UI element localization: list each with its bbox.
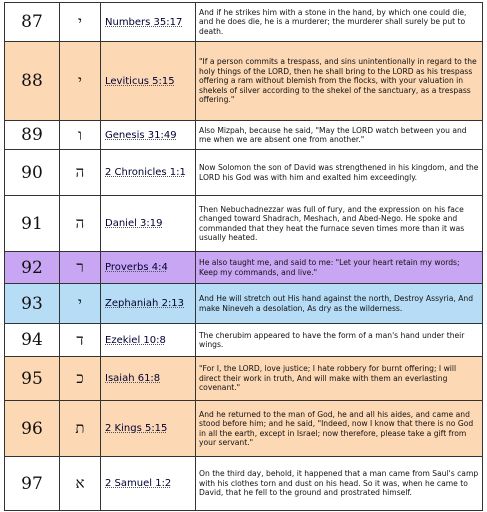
reference-link[interactable]: Numbers 35:17	[105, 16, 183, 28]
row-number: 95	[5, 357, 60, 401]
verse-text: On the third day, behold, it happened that a man came from Saul's camp with his clothes torn and dust on his head. So it was, when he came to David, that he fell to the ground and prostrated himself.	[196, 457, 483, 511]
verse-text: Then Nebuchadnezzar was full of fury, and the expression on his face changed toward Shadrach, Meshach, and Abed-Nego. He spoke and commanded that they heat the furnace seven times more than it was usually heated.	[196, 196, 483, 252]
row-number: 90	[5, 150, 60, 196]
row-number: 89	[5, 121, 60, 150]
reference-cell[interactable]	[101, 196, 196, 252]
reference-cell[interactable]	[101, 42, 196, 121]
reference-link[interactable]: 2 Chronicles 1:1	[105, 167, 186, 178]
reference-link[interactable]: Genesis 31:49	[105, 129, 177, 141]
hebrew-letter: ו	[60, 121, 101, 150]
table-row	[5, 3, 483, 42]
reference-link[interactable]: Zephaniah 2:13	[105, 298, 185, 309]
hebrew-letter: כ	[60, 357, 101, 401]
table-row	[5, 284, 483, 324]
row-number: 93	[5, 284, 60, 324]
reference-link[interactable]: Daniel 3:19	[105, 218, 163, 229]
reference-link[interactable]: Leviticus 5:15	[105, 75, 175, 87]
table-row	[5, 324, 483, 357]
verse-text: And he returned to the man of God, he and all his aides, and came and stood before him; and he said, "Indeed, now I know that there is no God in all the earth, except in Israel; now therefore, please take a gift from your servant."	[196, 401, 483, 457]
row-number: 97	[5, 457, 60, 511]
table-row	[5, 401, 483, 457]
verse-text: Now Solomon the son of David was strengthened in his kingdom, and the LORD his God was with him and exalted him exceedingly.	[196, 150, 483, 196]
verse-text: And He will stretch out His hand against the north, Destroy Assyria, And make Nineveh a desolation, As dry as the wilderness.	[196, 284, 483, 324]
row-number: 94	[5, 324, 60, 357]
reference-link[interactable]: Ezekiel 10:8	[105, 334, 166, 346]
verse-text: The cherubim appeared to have the form of a man's hand under their wings.	[196, 324, 483, 357]
verse-text: And if he strikes him with a stone in the hand, by which one could die, and he does die, he is a murderer; the murderer shall surely be put to death.	[196, 3, 483, 42]
hebrew-letter: י	[60, 3, 101, 42]
reference-link[interactable]: 2 Samuel 1:2	[105, 478, 172, 489]
hebrew-letter: ה	[60, 196, 101, 252]
table-row	[5, 121, 483, 150]
reference-link[interactable]: Proverbs 4:4	[105, 262, 168, 273]
table-row	[5, 357, 483, 401]
hebrew-letter: י	[60, 284, 101, 324]
verse-table	[4, 2, 483, 511]
row-number: 91	[5, 196, 60, 252]
reference-cell[interactable]	[101, 457, 196, 511]
hebrew-letter: ר	[60, 252, 101, 284]
row-number: 87	[5, 3, 60, 42]
reference-cell[interactable]	[101, 121, 196, 150]
hebrew-letter: א	[60, 457, 101, 511]
table-row	[5, 42, 483, 121]
hebrew-letter: ת	[60, 401, 101, 457]
reference-link[interactable]: 2 Kings 5:15	[105, 423, 168, 434]
table-row	[5, 150, 483, 196]
table-row	[5, 196, 483, 252]
reference-cell[interactable]	[101, 324, 196, 357]
reference-cell[interactable]	[101, 401, 196, 457]
reference-cell[interactable]	[101, 357, 196, 401]
reference-cell[interactable]	[101, 150, 196, 196]
row-number: 96	[5, 401, 60, 457]
row-number: 92	[5, 252, 60, 284]
table-row	[5, 457, 483, 511]
table-row	[5, 252, 483, 284]
hebrew-letter: י	[60, 42, 101, 121]
row-number: 88	[5, 42, 60, 121]
verse-text: Also Mizpah, because he said, "May the LORD watch between you and me when we are absent one from another."	[196, 121, 483, 150]
verse-text: "If a person commits a trespass, and sins unintentionally in regard to the holy things of the LORD, then he shall bring to the LORD as his trespass offering a ram without blemish from the flocks, with your valuation in shekels of silver according to the shekel of the sanctuary, as a trespass offering."	[196, 42, 483, 121]
verse-text: "For I, the LORD, love justice; I hate robbery for burnt offering; I will direct their work in truth, And will make with them an everlasting covenant."	[196, 357, 483, 401]
hebrew-letter: ד	[60, 324, 101, 357]
reference-cell[interactable]	[101, 252, 196, 284]
reference-cell[interactable]	[101, 3, 196, 42]
verse-text: He also taught me, and said to me: "Let your heart retain my words; Keep my commands, and live."	[196, 252, 483, 284]
reference-cell[interactable]	[101, 284, 196, 324]
hebrew-letter: ה	[60, 150, 101, 196]
reference-link[interactable]: Isaiah 61:8	[105, 373, 161, 384]
